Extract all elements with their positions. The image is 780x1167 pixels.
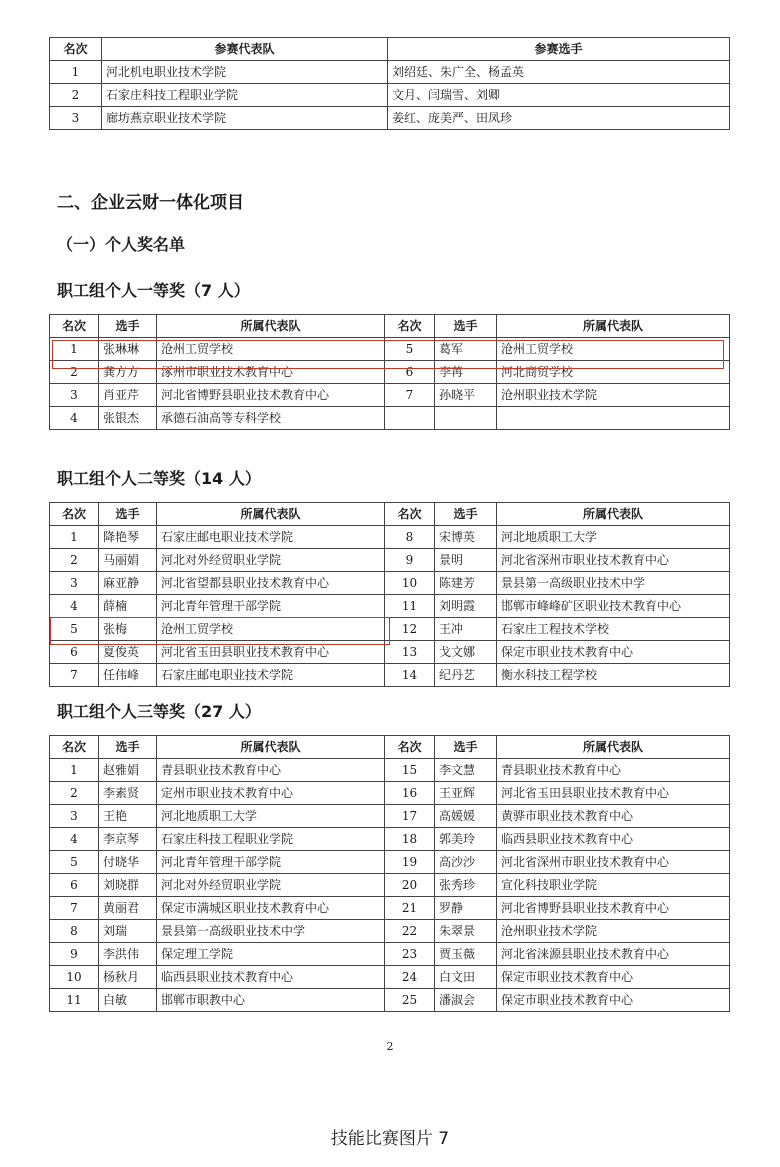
- team-cell: 石家庄邮电职业技术学院: [157, 526, 385, 549]
- team-cell: 河北对外经贸职业学院: [157, 874, 385, 897]
- table-row: [50, 618, 730, 641]
- page-number: 2: [386, 1040, 394, 1053]
- player-cell: 郭美玲: [435, 828, 497, 851]
- team-cell: 保定理工学院: [157, 943, 385, 966]
- table-row: [50, 572, 730, 595]
- column-header: 名次: [385, 315, 435, 338]
- team-cell: 沧州工贸学校: [497, 338, 730, 361]
- player-cell: 龚方方: [99, 361, 157, 384]
- rank-cell: 5: [50, 618, 99, 641]
- player-cell: 葛军: [435, 338, 497, 361]
- column-header: 参赛选手: [388, 38, 730, 61]
- player-cell: 杨秋月: [99, 966, 157, 989]
- player-cell: 宋博英: [435, 526, 497, 549]
- rank-cell: 1: [50, 526, 99, 549]
- team-cell: 河北省深州市职业技术教育中心: [497, 549, 730, 572]
- rank-cell: 11: [50, 989, 99, 1012]
- team-cell: 石家庄科技工程职业学院: [157, 828, 385, 851]
- table-row: [50, 641, 730, 664]
- rank-cell: 5: [50, 851, 99, 874]
- table-row: [50, 805, 730, 828]
- team-cell: 河北省望都县职业技术教育中心: [157, 572, 385, 595]
- award-first-table: [49, 314, 730, 430]
- team-cell: 河北地质职工大学: [157, 805, 385, 828]
- team-cell: 河北青年管理干部学院: [157, 851, 385, 874]
- rank-cell: 7: [50, 664, 99, 687]
- table-row: [50, 989, 730, 1012]
- table-row: [50, 361, 730, 384]
- player-cell: 黄丽君: [99, 897, 157, 920]
- column-header: 参赛代表队: [102, 38, 388, 61]
- table-header-row: [50, 38, 730, 61]
- player-cell: 孙晓平: [435, 384, 497, 407]
- team-cell: 河北省玉田县职业技术教育中心: [157, 641, 385, 664]
- rank-cell: 14: [385, 664, 435, 687]
- rank-cell: 4: [50, 828, 99, 851]
- rank-cell: 4: [50, 595, 99, 618]
- award-second-title: 职工组个人二等奖（14 人）: [57, 469, 261, 488]
- team-cell: 临西县职业技术教育中心: [157, 966, 385, 989]
- team-cell: 保定市职业技术教育中心: [497, 641, 730, 664]
- table-header-row: [50, 736, 730, 759]
- team-cell: 河北省深州市职业技术教育中心: [497, 851, 730, 874]
- player-cell: 刘瑞: [99, 920, 157, 943]
- column-header: 选手: [99, 503, 157, 526]
- column-header: 所属代表队: [497, 736, 730, 759]
- section-title: 二、企业云财一体化项目: [57, 193, 244, 213]
- players-cell: 姜红、庞美严、田凤珍: [388, 107, 730, 130]
- table-row: [50, 920, 730, 943]
- column-header: 所属代表队: [157, 315, 385, 338]
- column-header: 所属代表队: [497, 315, 730, 338]
- team-cell: 河北省涞源县职业技术教育中心: [497, 943, 730, 966]
- table-row: [50, 595, 730, 618]
- table-row: [50, 897, 730, 920]
- column-header: 所属代表队: [497, 503, 730, 526]
- player-cell: 马丽娟: [99, 549, 157, 572]
- table-row: [50, 407, 730, 430]
- rank-cell: 2: [50, 782, 99, 805]
- team-cell: 邯郸市职教中心: [157, 989, 385, 1012]
- player-cell: 朱翠景: [435, 920, 497, 943]
- player-cell: 刘晓群: [99, 874, 157, 897]
- team-cell: 河北机电职业技术学院: [102, 61, 388, 84]
- player-cell: 夏俊英: [99, 641, 157, 664]
- table-row: [50, 782, 730, 805]
- player-cell: 张银杰: [99, 407, 157, 430]
- award-second-table: [49, 502, 730, 687]
- table-row: [50, 759, 730, 782]
- rank-cell: 23: [385, 943, 435, 966]
- player-cell: 李京琴: [99, 828, 157, 851]
- rank-cell: 10: [385, 572, 435, 595]
- rank-cell: 9: [50, 943, 99, 966]
- player-cell: [435, 407, 497, 430]
- rank-cell: 6: [50, 874, 99, 897]
- rank-cell: 4: [50, 407, 99, 430]
- player-cell: 刘明霞: [435, 595, 497, 618]
- rank-cell: 22: [385, 920, 435, 943]
- column-header: 所属代表队: [157, 736, 385, 759]
- team-cell: 青县职业技术教育中心: [497, 759, 730, 782]
- player-cell: 白文田: [435, 966, 497, 989]
- team-cell: 定州市职业技术教育中心: [157, 782, 385, 805]
- column-header: 选手: [435, 503, 497, 526]
- team-cell: 保定市满城区职业技术教育中心: [157, 897, 385, 920]
- rank-cell: 9: [385, 549, 435, 572]
- rank-cell: 12: [385, 618, 435, 641]
- team-cell: 保定市职业技术教育中心: [497, 966, 730, 989]
- team-cell: 景县第一高级职业技术中学: [497, 572, 730, 595]
- team-cell: 青县职业技术教育中心: [157, 759, 385, 782]
- rank-cell: 25: [385, 989, 435, 1012]
- rank-cell: 19: [385, 851, 435, 874]
- column-header: 名次: [385, 503, 435, 526]
- award-third-table: [49, 735, 730, 1012]
- rank-cell: 24: [385, 966, 435, 989]
- rank-cell: 15: [385, 759, 435, 782]
- player-cell: 降艳琴: [99, 526, 157, 549]
- team-cell: 河北商贸学校: [497, 361, 730, 384]
- rank-cell: 5: [385, 338, 435, 361]
- table-header-row: [50, 503, 730, 526]
- table-row: [50, 526, 730, 549]
- player-cell: 付晓华: [99, 851, 157, 874]
- table-row: [50, 338, 730, 361]
- team-cell: 河北省博野县职业技术教育中心: [497, 897, 730, 920]
- table-row: [50, 874, 730, 897]
- team-cell: 宣化科技职业学院: [497, 874, 730, 897]
- column-header: 所属代表队: [157, 503, 385, 526]
- team-cell: 河北地质职工大学: [497, 526, 730, 549]
- player-cell: 罗静: [435, 897, 497, 920]
- rank-cell: 2: [50, 361, 99, 384]
- rank-cell: 13: [385, 641, 435, 664]
- player-cell: 李文慧: [435, 759, 497, 782]
- column-header: 选手: [99, 315, 157, 338]
- team-cell: 邯郸市峰峰矿区职业技术教育中心: [497, 595, 730, 618]
- team-cell: 河北对外经贸职业学院: [157, 549, 385, 572]
- team-cell: 河北省玉田县职业技术教育中心: [497, 782, 730, 805]
- team-cell: 黄骅市职业技术教育中心: [497, 805, 730, 828]
- player-cell: 王亚辉: [435, 782, 497, 805]
- image-caption: 技能比赛图片 7: [330, 1129, 450, 1149]
- team-cell: 保定市职业技术教育中心: [497, 989, 730, 1012]
- award-first-title: 职工组个人一等奖（7 人）: [57, 281, 250, 300]
- rank-cell: 16: [385, 782, 435, 805]
- column-header: 名次: [50, 315, 99, 338]
- player-cell: 肖亚芹: [99, 384, 157, 407]
- rank-cell: 1: [50, 338, 99, 361]
- player-cell: 戈文娜: [435, 641, 497, 664]
- rank-cell: 11: [385, 595, 435, 618]
- table-row: [50, 664, 730, 687]
- player-cell: 高媛媛: [435, 805, 497, 828]
- rank-cell: 8: [385, 526, 435, 549]
- table-row: [50, 943, 730, 966]
- rank-cell: [385, 407, 435, 430]
- rank-cell: 8: [50, 920, 99, 943]
- table-row: [50, 966, 730, 989]
- rank-cell: 3: [50, 572, 99, 595]
- player-cell: 王冲: [435, 618, 497, 641]
- player-cell: 麻亚静: [99, 572, 157, 595]
- rank-cell: 10: [50, 966, 99, 989]
- players-cell: 刘绍廷、朱广全、杨孟英: [388, 61, 730, 84]
- player-cell: 薛楠: [99, 595, 157, 618]
- rank-cell: 21: [385, 897, 435, 920]
- table-row: [50, 851, 730, 874]
- player-cell: 赵雅娟: [99, 759, 157, 782]
- team-cell: 廊坊燕京职业技术学院: [102, 107, 388, 130]
- table-header-row: [50, 315, 730, 338]
- player-cell: 任伟峰: [99, 664, 157, 687]
- rank-cell: 1: [50, 759, 99, 782]
- team-cell: 石家庄工程技术学校: [497, 618, 730, 641]
- rank-cell: 20: [385, 874, 435, 897]
- player-cell: 李素贤: [99, 782, 157, 805]
- rank-cell: 17: [385, 805, 435, 828]
- team-cell: 沧州职业技术学院: [497, 384, 730, 407]
- player-cell: 张梅: [99, 618, 157, 641]
- team-cell: 沧州工贸学校: [157, 618, 385, 641]
- subsection-title: （一）个人奖名单: [57, 235, 186, 254]
- rank-cell: 2: [50, 84, 102, 107]
- table-row: [50, 549, 730, 572]
- rank-cell: 6: [385, 361, 435, 384]
- column-header: 名次: [50, 503, 99, 526]
- team-cell: 衡水科技工程学校: [497, 664, 730, 687]
- table-row: [50, 384, 730, 407]
- table-row: [50, 107, 730, 130]
- player-cell: 王艳: [99, 805, 157, 828]
- rank-cell: 7: [385, 384, 435, 407]
- player-cell: 李洪伟: [99, 943, 157, 966]
- team-cell: 沧州工贸学校: [157, 338, 385, 361]
- column-header: 名次: [385, 736, 435, 759]
- team-cell: 石家庄科技工程职业学院: [102, 84, 388, 107]
- column-header: 名次: [50, 38, 102, 61]
- rank-cell: 18: [385, 828, 435, 851]
- award-third-title: 职工组个人三等奖（27 人）: [57, 702, 261, 721]
- rank-cell: 3: [50, 107, 102, 130]
- column-header: 选手: [435, 736, 497, 759]
- player-cell: 白敏: [99, 989, 157, 1012]
- column-header: 选手: [435, 315, 497, 338]
- player-cell: 高沙沙: [435, 851, 497, 874]
- column-header: 选手: [99, 736, 157, 759]
- player-cell: 张琳琳: [99, 338, 157, 361]
- table-row: [50, 828, 730, 851]
- rank-cell: 6: [50, 641, 99, 664]
- player-cell: 景明: [435, 549, 497, 572]
- rank-cell: 3: [50, 805, 99, 828]
- team-cell: 涿州市职业技术教育中心: [157, 361, 385, 384]
- team-cell: 河北青年管理干部学院: [157, 595, 385, 618]
- table-row: [50, 61, 730, 84]
- players-cell: 文月、闫瑞雪、刘卿: [388, 84, 730, 107]
- team-cell: [497, 407, 730, 430]
- team-cell: 河北省博野县职业技术教育中心: [157, 384, 385, 407]
- table-row: [50, 84, 730, 107]
- player-cell: 张秀珍: [435, 874, 497, 897]
- team-cell: 沧州职业技术学院: [497, 920, 730, 943]
- team-results-table: [49, 37, 730, 130]
- team-cell: 临西县职业技术教育中心: [497, 828, 730, 851]
- player-cell: 李苒: [435, 361, 497, 384]
- rank-cell: 3: [50, 384, 99, 407]
- player-cell: 陈建芳: [435, 572, 497, 595]
- player-cell: 潘淑会: [435, 989, 497, 1012]
- player-cell: 纪丹艺: [435, 664, 497, 687]
- team-cell: 承德石油高等专科学校: [157, 407, 385, 430]
- player-cell: 贾玉薇: [435, 943, 497, 966]
- team-cell: 石家庄邮电职业技术学院: [157, 664, 385, 687]
- rank-cell: 7: [50, 897, 99, 920]
- column-header: 名次: [50, 736, 99, 759]
- rank-cell: 2: [50, 549, 99, 572]
- rank-cell: 1: [50, 61, 102, 84]
- team-cell: 景县第一高级职业技术中学: [157, 920, 385, 943]
